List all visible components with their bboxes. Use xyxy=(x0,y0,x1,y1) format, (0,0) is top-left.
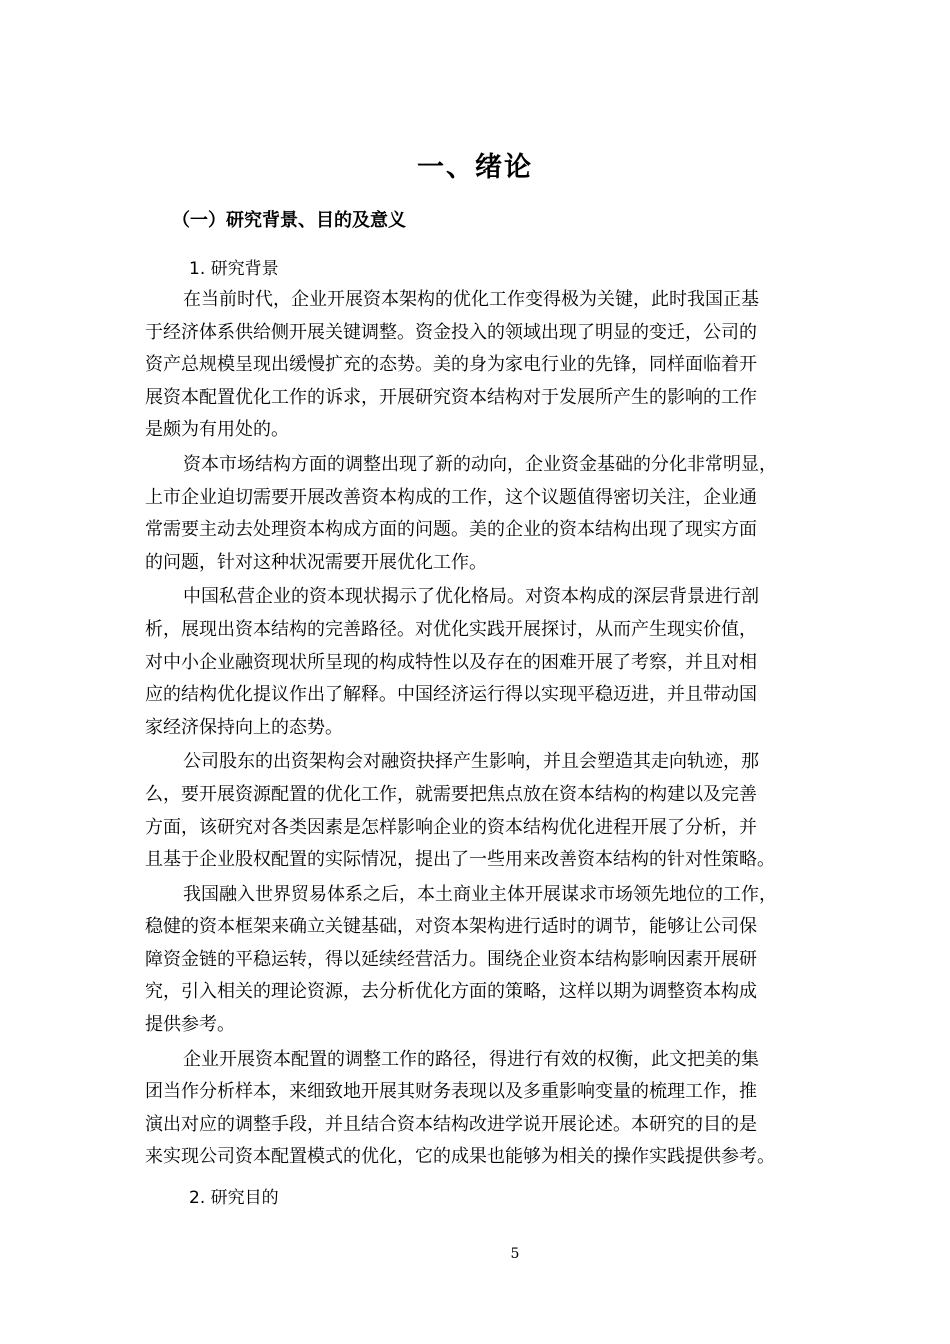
paragraph-line: 团当作分析样本，来细致地开展其财务表现以及多重影响变量的梳理工作，推 xyxy=(145,1081,757,1103)
paragraph-line: 资产总规模呈现出缓慢扩充的态势。美的身为家电行业的先锋，同样面临着开 xyxy=(145,354,757,376)
paragraph-line: 障资金链的平稳运转，得以延续经营活力。围绕企业资本结构影响因素开展研 xyxy=(145,948,757,970)
paragraph-line: 常需要主动去处理资本构成方面的问题。美的企业的资本结构出现了现实方面 xyxy=(145,519,757,541)
paragraph-line: 稳健的资本框架来确立关键基础，对资本架构进行适时的调节，能够让公司保 xyxy=(145,916,757,938)
paragraph-line: 么，要开展资源配置的优化工作，就需要把焦点放在资本结构的构建以及完善 xyxy=(145,783,757,805)
paragraph xyxy=(145,746,805,876)
page-number: 5 xyxy=(510,1246,520,1262)
paragraph-line: 的问题，针对这种状况需要开展优化工作。 xyxy=(145,551,487,573)
paragraph-line: 是颇为有用处的。 xyxy=(145,419,289,441)
paragraph-line: 上市企业迫切需要开展改善资本构成的工作，这个议题值得密切关注，企业通 xyxy=(145,486,757,508)
section-heading: （一）研究背景、目的及意义 xyxy=(172,210,406,231)
paragraph-line: 展资本配置优化工作的诉求，开展研究资本结构对于发展所产生的影响的工作 xyxy=(145,386,757,408)
paragraph-line: 企业开展资本配置的调整工作的路径，得进行有效的权衡，此文把美的集 xyxy=(183,1048,759,1070)
paragraph-line: 究，引入相关的理论资源，去分析优化方面的策略，这样以期为调整资本构成 xyxy=(145,981,757,1003)
paragraph xyxy=(145,581,805,744)
paragraph-line: 且基于企业股权配置的实际情况，提出了一些用来改善资本结构的针对性策略。 xyxy=(145,849,775,871)
paragraph-line: 对中小企业融资现状所呈现的构成特性以及存在的困难开展了考察，并且对相 xyxy=(145,651,757,673)
paragraph-line: 来实现公司资本配置模式的优化，它的成果也能够为相关的操作实践提供参考。 xyxy=(145,1146,775,1168)
chapter-title: 一、绪论 xyxy=(417,152,533,183)
paragraph-line: 应的结构优化提议作出了解释。中国经济运行得以实现平稳迈进，并且带动国 xyxy=(145,684,757,706)
paragraph-line: 方面，该研究对各类因素是怎样影响企业的资本结构优化进程开展了分析，并 xyxy=(145,816,757,838)
paragraph-line: 公司股东的出资架构会对融资抉择产生影响，并且会塑造其走向轨迹，那 xyxy=(183,751,759,773)
paragraph-line: 提供参考。 xyxy=(145,1014,235,1036)
paragraph-line: 家经济保持向上的态势。 xyxy=(145,716,343,738)
paragraph-line: 在当前时代，企业开展资本架构的优化工作变得极为关键，此时我国正基 xyxy=(183,289,759,310)
body-text xyxy=(145,284,805,1176)
paragraph xyxy=(145,449,805,579)
paragraph-line: 于经济体系供给侧开展关键调整。资金投入的领域出现了明显的变迁，公司的 xyxy=(145,321,757,343)
subsection-heading-background: 1. 研究背景 xyxy=(189,259,279,279)
paragraph-line: 析，展现出资本结构的完善路径。对优化实践开展探讨，从而产生现实价值， xyxy=(145,618,757,640)
paragraph-line: 演出对应的调整手段，并且结合资本结构改进学说开展论述。本研究的目的是 xyxy=(145,1113,757,1135)
subsection-heading-purpose: 2. 研究目的 xyxy=(189,1188,279,1208)
paragraph xyxy=(145,879,805,1042)
paragraph xyxy=(145,1044,805,1174)
paragraph xyxy=(145,284,805,447)
paragraph-line: 我国融入世界贸易体系之后，本土商业主体开展谋求市场领先地位的工作， xyxy=(183,883,777,905)
paragraph-line: 中国私营企业的资本现状揭示了优化格局。对资本构成的深层背景进行剖 xyxy=(183,586,759,608)
paragraph-line: 资本市场结构方面的调整出现了新的动向，企业资金基础的分化非常明显， xyxy=(183,453,777,475)
